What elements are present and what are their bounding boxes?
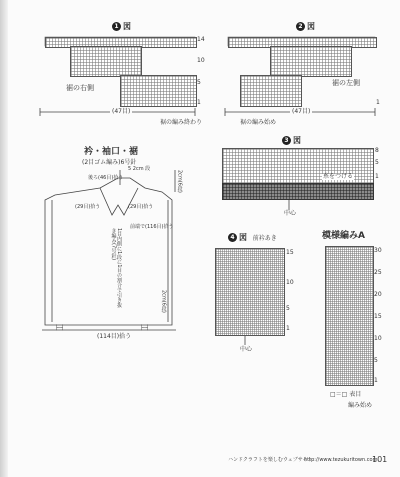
pattern-a-row-10: 10 <box>374 335 382 342</box>
fig2-start-note: 裾の編み始め <box>240 119 277 126</box>
collar-instruction: 1目内側に1段に1目の割合で引き抜き編み(7号針) <box>110 228 122 308</box>
fig4-chart <box>215 248 285 336</box>
pattern-a-row-30: 30 <box>374 247 382 254</box>
pattern-a-row-15: 15 <box>374 313 382 320</box>
page-number: 101 <box>372 455 388 464</box>
fig4-center: 中心 <box>240 346 253 353</box>
fig2-title: 2 図 <box>296 22 315 31</box>
fig4-subtitle: 前衿あき <box>252 235 277 242</box>
fig1-width: (47目) <box>112 108 131 115</box>
collar-front-left: (29目)拾う <box>75 204 101 210</box>
fig4-row-15: 15 <box>286 249 294 256</box>
collar-side-cm: 2cm(6段) <box>176 170 183 193</box>
pattern-a-start: 編み始め <box>348 402 373 409</box>
pattern-a-chart <box>325 246 374 386</box>
fig3-row-8: 8 <box>375 147 379 154</box>
fig2-chart-body <box>270 46 352 77</box>
pattern-a-row-1: 1 <box>374 377 378 384</box>
garment-outline <box>45 175 172 325</box>
fig3-row-1: 1 <box>375 173 379 180</box>
collar-seam-mark-right: ├─┤ <box>140 325 150 331</box>
fig4-row-5: 5 <box>286 305 290 312</box>
fig2-num: 2 <box>296 22 305 31</box>
fig4-title: 4 図 前衿あき <box>228 233 277 242</box>
footer-url: http://www.tezukuritown.com <box>304 457 378 463</box>
fig1-row-1: 1 <box>197 99 201 106</box>
fig1-row-5: 5 <box>197 79 201 86</box>
fig4-row-1: 1 <box>286 325 290 332</box>
fig4-row-10: 10 <box>286 279 294 286</box>
collar-v-neck <box>100 188 138 215</box>
collar-front-edge: 前端で(116目)拾う <box>130 224 174 230</box>
fig3-center: 中心 <box>284 210 297 217</box>
fig1-chart-lower <box>120 75 197 107</box>
fig2-width: (47目) <box>292 108 311 115</box>
fig2-left-side: 裾の左側 <box>332 79 360 87</box>
fig2-col: 1 <box>376 99 380 106</box>
collar-front-right: (29目)拾う <box>128 204 154 210</box>
collar-title: 衿・袖口・裾 <box>84 147 139 157</box>
fig1-num: 1 <box>112 22 121 31</box>
collar-bottom: (114目)拾う <box>97 333 132 340</box>
pattern-a-title: 模様編みA <box>322 231 365 241</box>
pattern-a-row-20: 20 <box>374 291 382 298</box>
fig4-num: 4 <box>228 233 237 242</box>
footer-text: ハンドクラフトを楽しむウェブサイト <box>228 457 313 463</box>
pattern-a-legend: □＝□ 表目 <box>330 391 362 398</box>
collar-height-top: 5 2cm 段 <box>128 166 151 172</box>
pattern-a-row-25: 25 <box>374 269 382 276</box>
fig3-num: 3 <box>282 136 291 145</box>
fig1-row-14: 14 <box>197 36 205 43</box>
fig3-pick-up: 糸をつける <box>323 173 354 180</box>
fig3-row-5: 5 <box>375 159 379 166</box>
collar-side-cm2: 2cm(6段) <box>160 290 167 313</box>
collar-subtitle: (2目ゴム編み)6号針 <box>82 159 137 166</box>
fig3-title: 3 図 <box>282 136 301 145</box>
fig1-title: 1 図 <box>112 22 131 31</box>
collar-back-neck: 後ろ(46目)拾う <box>88 175 124 181</box>
fig1-right-side: 裾の右側 <box>66 84 94 92</box>
fig1-row-10: 10 <box>197 57 205 64</box>
collar-seam-mark-left: ├─┤ <box>55 325 65 331</box>
fig2-chart-lower <box>240 75 302 107</box>
pattern-a-row-5: 5 <box>374 357 378 364</box>
fig3-dark-band <box>222 183 374 200</box>
fig1-end-note: 裾の編み終わり <box>160 119 203 126</box>
fig1-chart-body <box>70 46 142 77</box>
